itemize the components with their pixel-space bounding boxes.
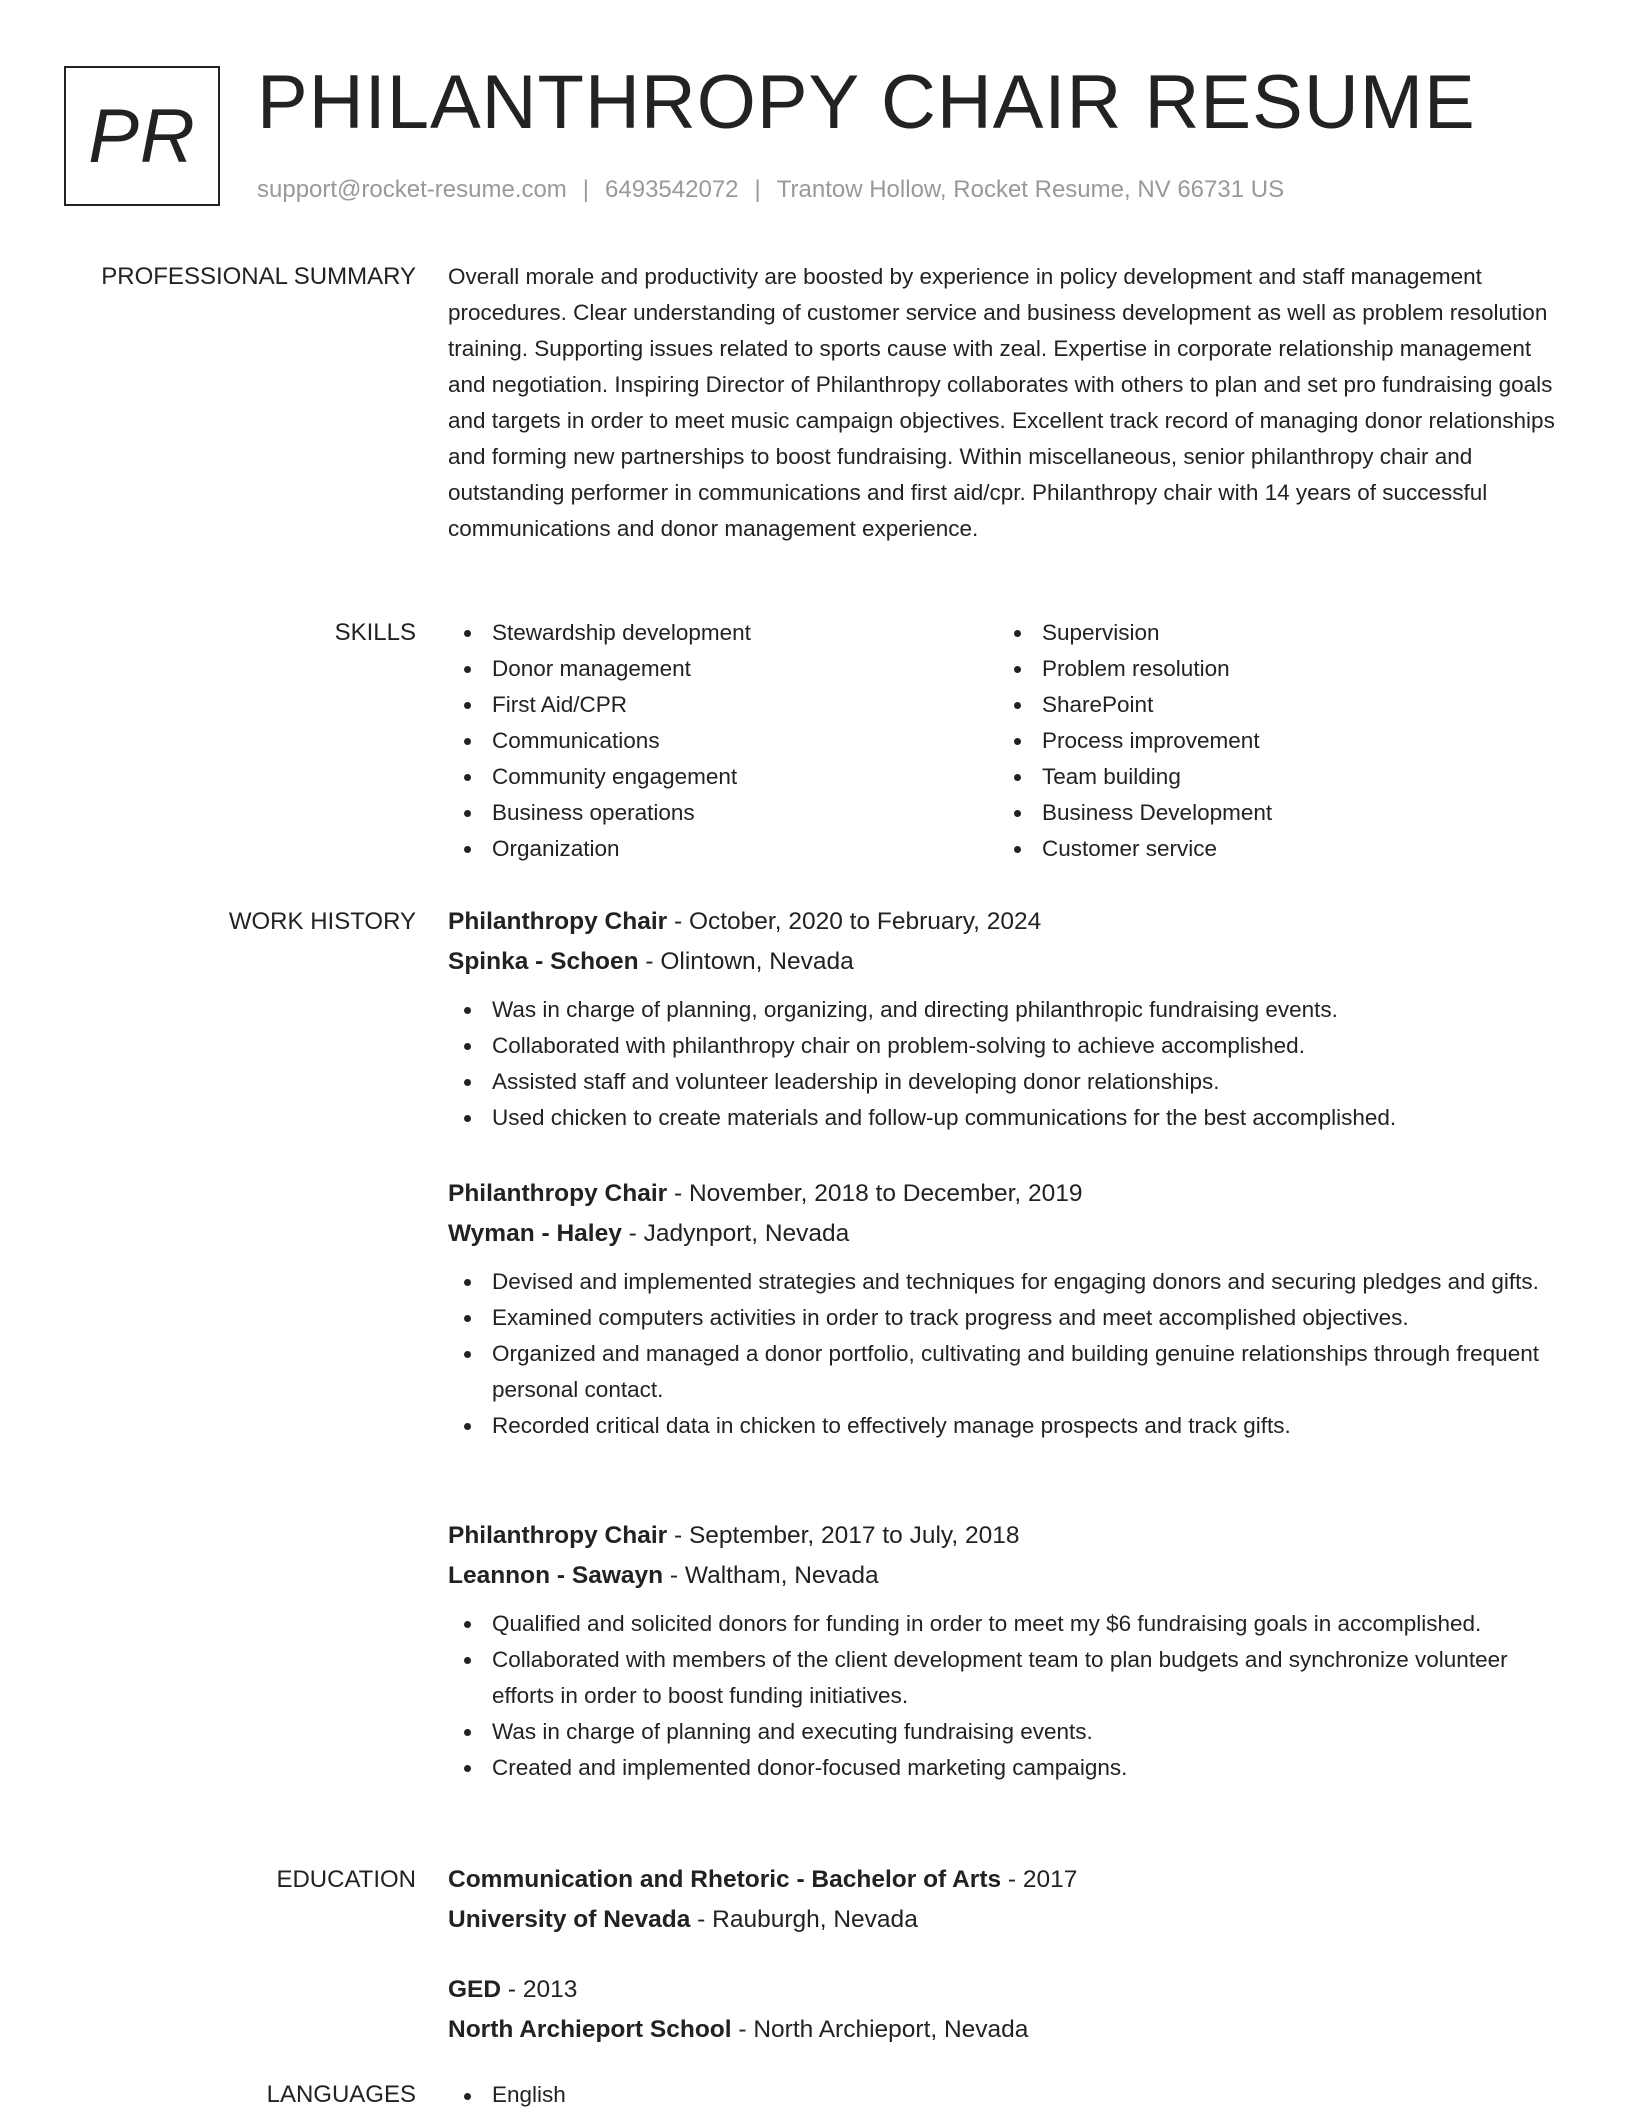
language-item: English [448,2078,1558,2112]
job-title-line [448,902,1558,942]
education-degree-line [448,1970,1558,2010]
skill-item: Supervision [998,615,1548,651]
skill-item: Customer service [998,831,1548,867]
skill-item: Communications [448,723,998,759]
contact-address: Trantow Hollow, Rocket Resume, NV 66731 US [776,176,1285,203]
job-location: - Olintown, Nevada [638,948,854,975]
job-dates: - November, 2018 to December, 2019 [667,1180,1083,1207]
monogram-initials: PR [88,93,196,179]
education-entry [448,1860,1558,1940]
education-school: North Archieport School [448,2016,732,2043]
skill-item: Problem resolution [998,651,1548,687]
education-school-line [448,2010,1558,2050]
job-bullet: Qualified and solicited donors for funding in order to meet my $6 fundraising goals in accomplished. [448,1606,1558,1642]
education-school: University of Nevada [448,1906,691,1933]
section-label-education: EDUCATION [276,1866,416,1893]
job-company-line [448,1556,1558,1596]
resume-title: PHILANTHROPY CHAIR RESUME [257,60,1476,145]
skills-list-right [998,615,1548,867]
job-bullet: Examined computers activities in order to track progress and meet accomplished objectives. [448,1300,1558,1336]
education-degree: Communication and Rhetoric - Bachelor of Arts [448,1866,1002,1893]
job-bullet: Was in charge of planning and executing fundraising events. [448,1714,1558,1750]
job-bullet: Organized and managed a donor portfolio, cultivating and building genuine relationships through frequent personal contact. [448,1336,1558,1408]
contact-separator: | [754,176,761,203]
job-company: Spinka - Schoen [448,948,639,975]
section-label-summary: PROFESSIONAL SUMMARY [101,263,416,290]
skill-item: First Aid/CPR [448,687,998,723]
education-year: - 2017 [1001,1866,1078,1893]
job-company-line [448,942,1558,982]
job-bullets [448,992,1558,1136]
job-title-line [448,1516,1558,1556]
contact-separator: | [582,176,590,203]
contact-phone[interactable]: 6493542072 [605,176,739,203]
skill-item: Business operations [448,795,998,831]
section-label-work-history: WORK HISTORY [228,908,416,935]
job-company: Wyman - Haley [448,1220,622,1247]
job-company-line [448,1214,1558,1254]
skill-item: Team building [998,759,1548,795]
job-company: Leannon - Sawayn [448,1562,664,1589]
job-title: Philanthropy Chair [448,908,668,935]
summary-body [448,259,1558,547]
skill-item: Business Development [998,795,1548,831]
job-title: Philanthropy Chair [448,1522,668,1549]
job-bullets [448,1264,1558,1444]
job-bullet: Recorded critical data in chicken to effectively manage prospects and track gifts. [448,1408,1558,1444]
job-bullet: Created and implemented donor-focused marketing campaigns. [448,1750,1558,1786]
skill-item: Organization [448,831,998,867]
education-year: - 2013 [501,1976,578,2003]
skills-list-left [448,615,998,867]
job-bullet: Assisted staff and volunteer leadership in developing donor relationships. [448,1064,1558,1100]
job-location: - Waltham, Nevada [663,1562,879,1589]
summary-text: Overall morale and productivity are boosted by experience in policy development and staff management procedures. Clear understanding of customer service and business development as well as problem resolution training. Supporting issues related to sports cause with zeal. Expertise in corporate relationship management and negotiation. Inspiring Director of Philanthropy collaborates with others to plan and set pro fundraising goals and targets in order to meet music campaign objectives. Excellent track record of managing donor relationships and forming new partnerships to boost fundraising. Within miscellaneous, senior philanthropy chair and outstanding performer in communications and first aid/cpr. Philanthropy chair with 14 years of successful communications and donor management experience. [448,264,1555,541]
job-bullets [448,1606,1558,1786]
job-dates: - October, 2020 to February, 2024 [667,908,1042,935]
education-entry [448,1970,1558,2050]
contact-email[interactable]: support@rocket-resume.com [257,176,567,203]
job-bullet: Was in charge of planning, organizing, and directing philanthropic fundraising events. [448,992,1558,1028]
skill-item: SharePoint [998,687,1548,723]
skill-item: Donor management [448,651,998,687]
job-entry [448,1516,1558,1786]
job-title-line [448,1174,1558,1214]
job-location: - Jadynport, Nevada [621,1220,850,1247]
education-location: - North Archieport, Nevada [731,2016,1029,2043]
education-location: - Rauburgh, Nevada [690,1906,918,1933]
education-degree-line [448,1860,1558,1900]
job-bullet: Collaborated with members of the client development team to plan budgets and synchronize volunteer efforts in order to boost funding initiatives. [448,1642,1558,1714]
section-label-skills: SKILLS [334,619,416,646]
languages-body [448,2078,1558,2112]
contact-line [257,175,1284,205]
skills-body [448,615,1558,867]
education-school-line [448,1900,1558,1940]
monogram-box [64,66,220,206]
job-title: Philanthropy Chair [448,1180,668,1207]
job-bullet: Collaborated with philanthropy chair on problem-solving to achieve accomplished. [448,1028,1558,1064]
job-dates: - September, 2017 to July, 2018 [667,1522,1020,1549]
skill-item: Stewardship development [448,615,998,651]
job-entry [448,902,1558,1136]
section-label-languages: LANGUAGES [266,2081,416,2108]
job-entry [448,1174,1558,1444]
job-bullet: Devised and implemented strategies and techniques for engaging donors and securing pledges and gifts. [448,1264,1558,1300]
skill-item: Community engagement [448,759,998,795]
languages-list [448,2078,1558,2112]
skill-item: Process improvement [998,723,1548,759]
education-degree: GED [448,1976,502,2003]
job-bullet: Used chicken to create materials and follow-up communications for the best accomplished. [448,1100,1558,1136]
